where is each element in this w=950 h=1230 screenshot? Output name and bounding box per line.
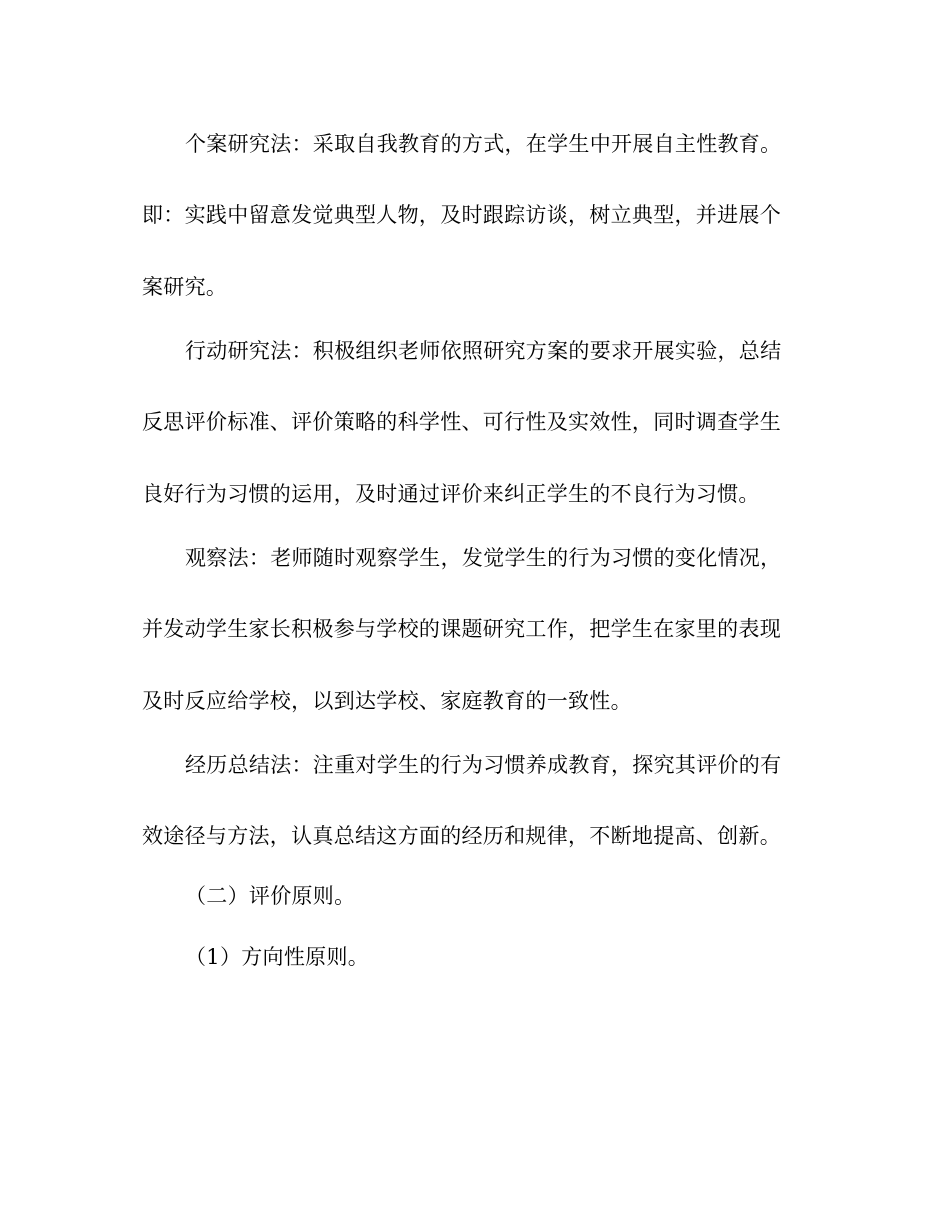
paragraph-experience-summary-line-1: 经历总结法：注重对学生的行为习惯养成教育，探究其评价的有 [185, 753, 782, 777]
section-heading-evaluation-principles: （二）评价原则。 [185, 884, 356, 908]
paragraph-observation-line-1: 观察法：老师随时观察学生，发觉学生的行为习惯的变化情况， [185, 546, 782, 570]
paragraph-case-study-line-2: 即：实践中留意发觉典型人物，及时跟踪访谈，树立典型，并进展个 [142, 203, 781, 227]
paragraph-case-study-line-1: 个案研究法：采取自我教育的方式，在学生中开展自主性教育。 [185, 132, 782, 156]
paragraph-case-study-line-3: 案研究。 [142, 275, 228, 299]
paragraph-experience-summary-line-2: 效途径与方法，认真总结这方面的经历和规律，不断地提高、创新。 [142, 824, 781, 848]
paragraph-action-research-line-2: 反思评价标准、评价策略的科学性、可行性及实效性，同时调查学生 [142, 410, 781, 434]
paragraph-observation-line-3: 及时反应给学校，以到达学校、家庭教育的一致性。 [142, 689, 632, 713]
paragraph-observation-line-2: 并发动学生家长积极参与学校的课题研究工作，把学生在家里的表现 [142, 617, 781, 641]
paragraph-action-research-line-1: 行动研究法：积极组织老师依照研究方案的要求开展实验，总结 [185, 339, 782, 363]
subheading-direction-principle: （1）方向性原则。 [185, 945, 370, 969]
paragraph-action-research-line-3: 良好行为习惯的运用，及时通过评价来纠正学生的不良行为习惯。 [142, 482, 760, 506]
